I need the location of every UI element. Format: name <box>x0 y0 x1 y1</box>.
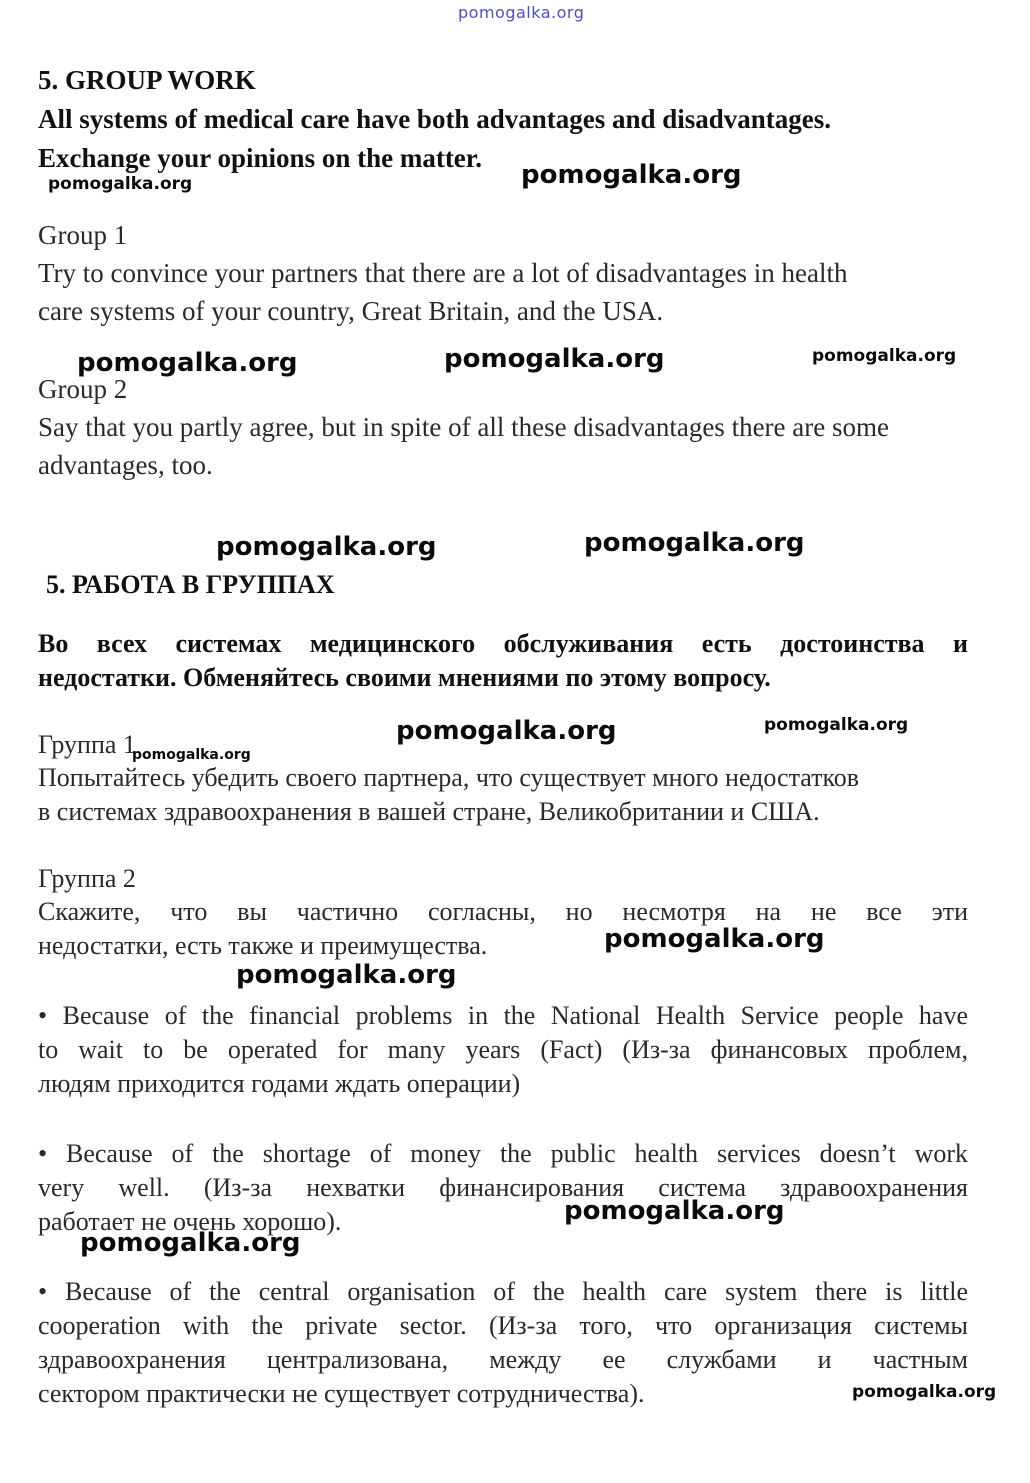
group1-title-ru: Группа 1 <box>38 730 136 759</box>
group1-line-1-en: Try to convince your partners that there are a lot of disadvantages in health <box>38 258 848 288</box>
answer-1-line-2: to wait to be operated for many years (Fact) (Из-за финансовых проблем, <box>38 1035 968 1064</box>
watermark: pomogalka.org <box>80 1228 301 1258</box>
answer-3-line-2: cooperation with the private sector. (Из-за того, что организация системы <box>38 1311 968 1340</box>
group2-line-2-ru: недостатки, есть также и преимущества. <box>38 931 488 960</box>
watermark: pomogalka.org <box>521 160 742 190</box>
intro-line-2-en: Exchange your opinions on the matter. <box>38 143 483 173</box>
watermark: pomogalka.org <box>584 528 805 558</box>
group2-title-ru: Группа 2 <box>38 864 136 893</box>
watermark: pomogalka.org <box>444 344 665 374</box>
watermark: pomogalka.org <box>132 747 251 763</box>
answer-1-line-3: людям приходится годами ждать операции) <box>38 1069 521 1098</box>
answer-3-line-4: сектором практически не существует сотрудничества). <box>38 1379 645 1408</box>
watermark: pomogalka.org <box>236 960 457 990</box>
answer-2-line-3: работает не очень хорошо). <box>38 1207 342 1236</box>
watermark: pomogalka.org <box>812 346 957 366</box>
answer-2-line-1: • Because of the shortage of money the public health services doesn’t work <box>38 1139 968 1168</box>
intro-line-2-ru: недостатки. Обменяйтесь своими мнениями по этому вопросу. <box>38 663 771 692</box>
answer-1-line-1: • Because of the financial problems in the National Health Service people have <box>38 1001 968 1030</box>
watermark: pomogalka.org <box>604 924 825 954</box>
group2-title-en: Group 2 <box>38 374 128 404</box>
watermark: pomogalka.org <box>396 716 617 746</box>
watermark: pomogalka.org <box>77 348 298 378</box>
section-heading-en: 5. GROUP WORK <box>38 65 256 95</box>
group1-line-2-ru: в системах здравоохранения в вашей стране, Великобритании и США. <box>38 797 820 826</box>
group1-line-2-en: care systems of your country, Great Britain, and the USA. <box>38 296 664 326</box>
group1-title-en: Group 1 <box>38 220 128 250</box>
watermark: pomogalka.org <box>564 1196 785 1226</box>
intro-line-1-en: All systems of medical care have both advantages and disadvantages. <box>38 104 832 134</box>
answer-2-line-2: very well. (Из-за нехватки финансирования система здравоохранения <box>38 1173 968 1202</box>
watermark: pomogalka.org <box>764 715 909 735</box>
group1-line-1-ru: Попытайтесь убедить своего партнера, что существует много недостатков <box>38 763 860 792</box>
answer-3-line-3: здравоохранения централизована, между ее службами и частным <box>38 1345 968 1374</box>
section-heading-ru: 5. РАБОТА В ГРУППАХ <box>46 570 335 599</box>
group2-line-1-en: Say that you partly agree, but in spite of all these disadvantages there are some <box>38 412 889 442</box>
group2-line-1-ru: Скажите, что вы частично согласны, но несмотря на не все эти <box>38 897 968 926</box>
intro-line-1-ru: Во всех системах медицинского обслуживания есть достоинства и <box>38 629 968 658</box>
watermark: pomogalka.org <box>48 174 193 194</box>
top-watermark: pomogalka.org <box>458 3 585 22</box>
group2-line-2-en: advantages, too. <box>38 450 213 480</box>
watermark: pomogalka.org <box>852 1382 997 1402</box>
watermark: pomogalka.org <box>216 532 437 562</box>
answer-3-line-1: • Because of the central organisation of the health care system there is little <box>38 1277 968 1306</box>
